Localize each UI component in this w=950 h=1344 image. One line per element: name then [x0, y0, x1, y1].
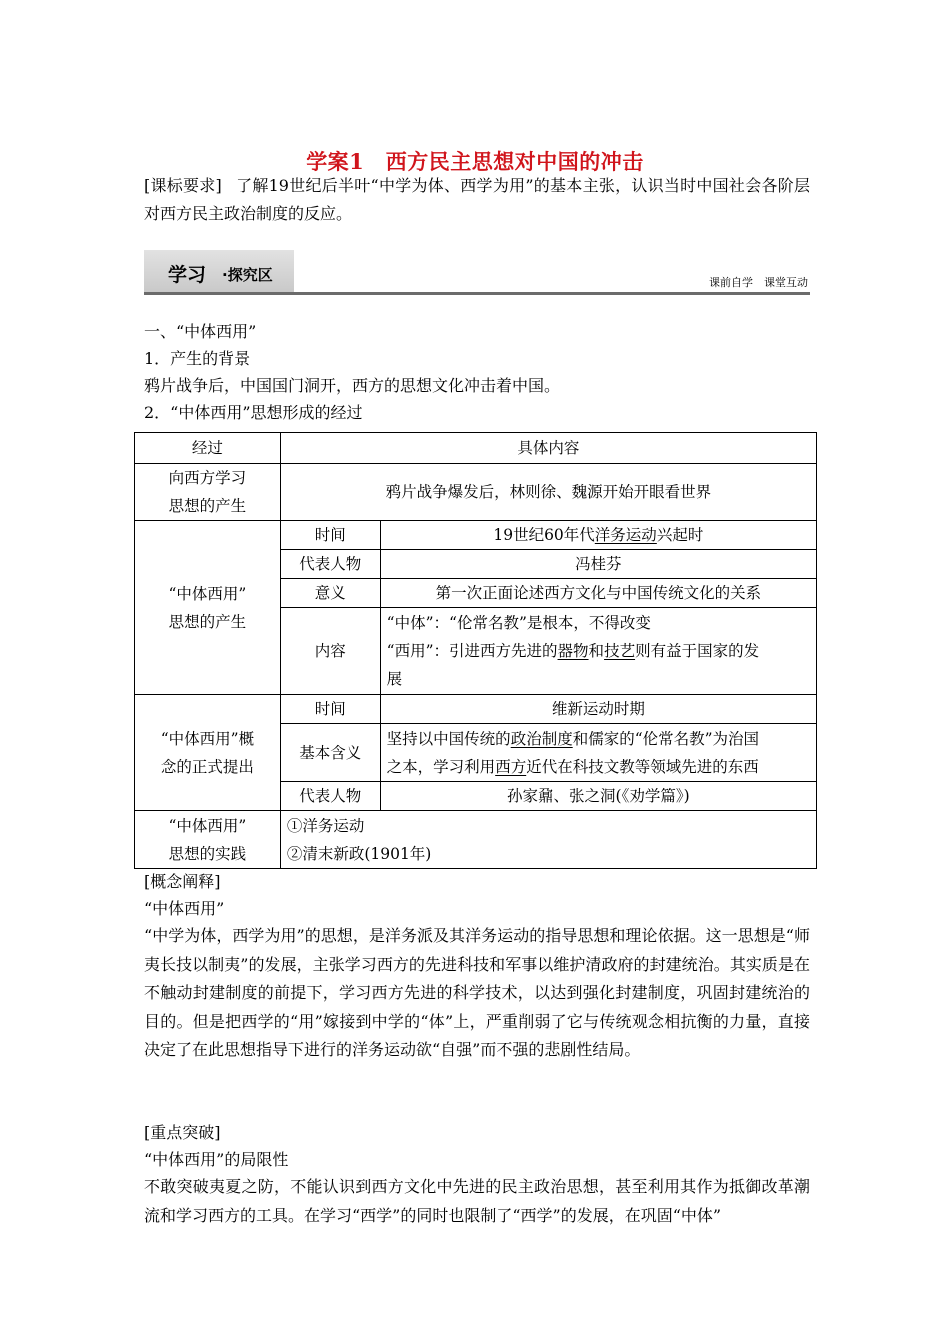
concept-text: “中学为体，西学为用”的思想，是洋务派及其洋务运动的指导思想和理论依据。这一思想是“师夷长技以制夷”的发展，主张学习西方的先进科技和军事以维护清政府的封建统治。其实质是在不触动封建制度的前提下，学习西方先进的科学技术，以达到强化封建制度，巩固封建统治的目的。但是把西学的“用”嫁接到中学的“体”上，严重削弱了它与传统观念相抗衡的力量，直接决定了在此思想指导下进行的洋务运动欲“自强”而不强的悲剧性结局。 [144, 926, 810, 1060]
stage-line: 思想的实践 [168, 844, 247, 863]
stage-line: “中体西用” [168, 584, 247, 603]
stage-line: 向西方学习 [168, 469, 247, 487]
concept-heading: “中体西用” [144, 899, 225, 918]
label-cell: 时间 [280, 695, 380, 724]
page-title: 学案1 西方民主思想对中国的冲击 [306, 149, 644, 174]
history-table [134, 432, 817, 869]
banner-main-label: 学习 [168, 264, 207, 286]
table-header-cell: 经过 [135, 433, 281, 464]
stage-line: 思想的产生 [168, 497, 247, 515]
label-cell: 代表人物 [280, 782, 380, 811]
content-line: “中体”：“伦常名教”是根本，不得改变 [386, 614, 651, 632]
stage-line: 思想的产生 [168, 612, 247, 631]
concept-tag: [概念阐释] [144, 872, 221, 891]
content-line [387, 637, 810, 665]
section-banner [144, 250, 810, 296]
table-row [135, 695, 817, 724]
content-cell: 冯桂芬 [380, 550, 816, 579]
text-span: 和 [588, 642, 605, 660]
stage-line: 念的正式提出 [160, 757, 254, 776]
requirement-text: 了解19世纪后半叶“中学为体、西学为用”的基本主张，认识当时中国社会各阶层对西方民主政治制度的反应。 [144, 176, 810, 223]
underlined-term: 洋务运动 [594, 526, 657, 544]
banner-sub-label: ·探究区 [222, 266, 273, 284]
label-cell: 意义 [280, 579, 380, 608]
text-span: 近代在科技文教等领域先进的东西 [526, 757, 759, 776]
table-row [135, 464, 817, 521]
text-span: 之本，学习利用 [386, 757, 496, 776]
content-line: ②清末新政(1901年) [286, 844, 432, 863]
content-cell [380, 608, 816, 695]
stage-line: “中体西用”概 [160, 729, 255, 748]
table-row [135, 433, 817, 464]
banner-divider [144, 292, 810, 295]
text-span: 19世纪60年代 [493, 526, 595, 544]
table-row [135, 811, 817, 869]
focus-tag: [重点突破] [144, 1123, 221, 1142]
banner-right-label: 课前自学 课堂互动 [709, 276, 808, 289]
focus-heading: “中体西用”的局限性 [144, 1150, 289, 1169]
text-span: “西用”：引进西方先进的 [386, 642, 558, 660]
stage-cell [135, 695, 281, 811]
content-cell: 鸦片战争爆发后，林则徐、魏源开始开眼看世界 [280, 464, 816, 521]
content-cell: 第一次正面论述西方文化与中国传统文化的关系 [380, 579, 816, 608]
underlined-term: 技艺 [604, 642, 636, 660]
label-cell: 内容 [280, 608, 380, 695]
label-cell: 代表人物 [280, 550, 380, 579]
content-line [387, 725, 810, 753]
text-span: 则有益于国家的发 [635, 642, 760, 660]
text-span: 兴起时 [656, 526, 704, 544]
stage-cell [135, 464, 281, 521]
text-span: 坚持以中国传统的 [386, 729, 511, 748]
content-line [387, 753, 810, 781]
text-span: 和儒家的“伦常名教”为治国 [572, 729, 760, 748]
content-cell: 维新运动时期 [380, 695, 816, 724]
stage-cell [135, 811, 281, 869]
focus-text: 不敢突破夷夏之防，不能认识到西方文化中先进的民主政治思想，甚至利用其作为抵御改革潮流和学习西方的工具。在学习“西学”的同时也限制了“西学”的发展，在巩固“中体” [144, 1177, 810, 1225]
section1-heading: 一、“中体西用” [144, 322, 257, 341]
section1-sub1-text: 鸦片战争后，中国国门洞开，西方的思想文化冲击着中国。 [144, 376, 561, 395]
content-line: ①洋务运动 [286, 816, 365, 835]
section1-sub2: 2．“中体西用”思想形成的经过 [144, 403, 363, 422]
underlined-term: 西方 [495, 757, 527, 776]
content-cell: 孙家鼐、张之洞(《劝学篇》) [380, 782, 816, 811]
requirement-tag: [课标要求] [144, 176, 222, 195]
section1-sub1: 1．产生的背景 [144, 349, 251, 368]
underlined-term: 政治制度 [510, 729, 573, 748]
table-row [135, 521, 817, 550]
label-cell: 时间 [280, 521, 380, 550]
content-cell [380, 724, 816, 782]
stage-line: “中体西用” [168, 816, 247, 835]
underlined-term: 器物 [557, 642, 589, 660]
content-cell [280, 811, 816, 869]
content-line: 展 [386, 670, 403, 688]
label-cell: 基本含义 [280, 724, 380, 782]
stage-cell [135, 521, 281, 695]
table-header-cell: 具体内容 [280, 433, 816, 464]
content-cell [380, 521, 816, 550]
curriculum-requirement [144, 172, 810, 228]
